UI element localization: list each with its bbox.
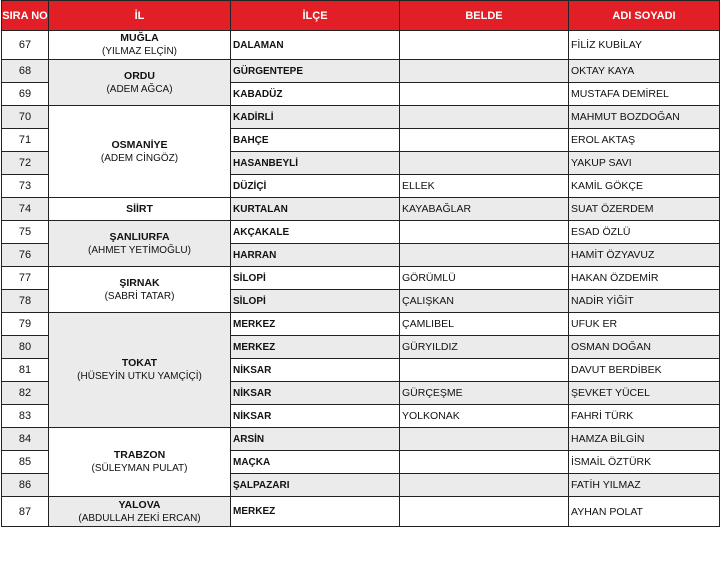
district-cell: NİKSAR [231,405,400,428]
town-cell [400,497,569,527]
province-cell-ordu [49,60,231,106]
town-cell [400,152,569,175]
town-cell [400,129,569,152]
table-row [2,106,720,129]
town-cell: ELLEK [400,175,569,198]
name-cell: AYHAN POLAT [569,497,720,527]
province-name: TOKAT [121,357,158,369]
header-belde: BELDE [400,1,569,31]
district-cell: MERKEZ [231,336,400,359]
name-cell: HAMİT ÖZYAVUZ [569,244,720,267]
district-cell: KADİRLİ [231,106,400,129]
district-cell: MERKEZ [231,313,400,336]
table-row [2,221,720,244]
district-cell: HARRAN [231,244,400,267]
province-representative: (ADEM CİNGÖZ) [100,152,179,164]
row-number: 78 [2,290,49,313]
town-cell [400,60,569,83]
table-row [2,428,720,451]
row-number: 85 [2,451,49,474]
province-cell-tokat [49,313,231,428]
header-adi-soyadi: ADI SOYADI [569,1,720,31]
town-cell: KAYABAĞLAR [400,198,569,221]
row-number: 77 [2,267,49,290]
province-cell-mugla [49,31,231,60]
town-cell [400,83,569,106]
province-cell-sirnak [49,267,231,313]
district-cell: HASANBEYLİ [231,152,400,175]
province-cell-siirt [49,198,231,221]
province-cell-yalova [49,497,231,527]
row-number: 67 [2,31,49,60]
row-number: 69 [2,83,49,106]
district-cell: AKÇAKALE [231,221,400,244]
name-cell: FİLİZ KUBİLAY [569,31,720,60]
name-cell: OKTAY KAYA [569,60,720,83]
province-cell-sanliurfa [49,221,231,267]
name-cell: FAHRİ TÜRK [569,405,720,428]
district-cell: SİLOPİ [231,267,400,290]
town-cell: GÜRYILDIZ [400,336,569,359]
province-name: TRABZON [113,449,166,461]
table-row [2,31,720,60]
row-number: 74 [2,198,49,221]
province-representative: (ABDULLAH ZEKİ ERCAN) [78,512,201,524]
town-cell [400,474,569,497]
header-ilce: İLÇE [231,1,400,31]
province-name: ŞANLIURFA [109,230,170,243]
town-cell: ÇAMLIBEL [400,313,569,336]
table-row [2,313,720,336]
row-number: 83 [2,405,49,428]
district-cell: ŞALPAZARI [231,474,400,497]
name-cell: FATİH YILMAZ [569,474,720,497]
row-number: 81 [2,359,49,382]
province-representative: (SABRİ TATAR) [104,290,175,302]
province-name: YALOVA [118,498,161,511]
province-name: SİİRT [126,203,153,215]
name-cell: OSMAN DOĞAN [569,336,720,359]
table-row [2,497,720,527]
name-cell: YAKUP SAVI [569,152,720,175]
district-cell: KURTALAN [231,198,400,221]
province-representative: (SÜLEYMAN PULAT) [91,463,188,474]
town-cell: GÖRÜMLÜ [400,267,569,290]
district-cell: SİLOPİ [231,290,400,313]
town-cell: ÇALIŞKAN [400,290,569,313]
district-cell: DÜZİÇİ [231,175,400,198]
header-sira-no: SIRA NO [2,1,49,31]
row-number: 72 [2,152,49,175]
province-name: OSMANİYE [111,138,168,151]
name-cell: EROL AKTAŞ [569,129,720,152]
name-cell: MAHMUT BOZDOĞAN [569,106,720,129]
town-cell [400,31,569,60]
province-name: ORDU [124,69,155,82]
province-name: MUĞLA [120,32,159,44]
name-cell: MUSTAFA DEMİREL [569,83,720,106]
name-cell: ESAD ÖZLÜ [569,221,720,244]
name-cell: İSMAİL ÖZTÜRK [569,451,720,474]
district-cell: NİKSAR [231,382,400,405]
province-representative: (YILMAZ ELÇİN) [101,46,177,57]
district-cell: KABADÜZ [231,83,400,106]
table-row [2,198,720,221]
province-name: ŞIRNAK [119,276,160,289]
row-number: 76 [2,244,49,267]
row-number: 75 [2,221,49,244]
name-cell: KAMİL GÖKÇE [569,175,720,198]
town-cell: YOLKONAK [400,405,569,428]
row-number: 71 [2,129,49,152]
row-number: 68 [2,60,49,83]
province-cell-trabzon [49,428,231,497]
province-representative: (AHMET YETİMOĞLU) [88,244,191,256]
province-representative: (ADEM AĞCA) [106,83,173,95]
town-cell: GÜRÇEŞME [400,382,569,405]
header-il: İL [49,1,231,31]
province-representative: (HÜSEYİN UTKU YAMÇİÇİ) [77,371,202,382]
town-cell [400,244,569,267]
town-cell [400,428,569,451]
town-cell [400,106,569,129]
name-cell: SUAT ÖZERDEM [569,198,720,221]
row-number: 84 [2,428,49,451]
province-cell-osmaniye [49,106,231,198]
name-cell: UFUK ER [569,313,720,336]
district-cell: GÜRGENTEPE [231,60,400,83]
town-cell [400,359,569,382]
district-cell: NİKSAR [231,359,400,382]
row-number: 80 [2,336,49,359]
district-cell: MAÇKA [231,451,400,474]
table-row [2,267,720,290]
header-row [2,1,720,31]
row-number: 73 [2,175,49,198]
mayor-list-table [1,0,720,527]
name-cell: HAKAN ÖZDEMİR [569,267,720,290]
district-cell: ARSİN [231,428,400,451]
district-cell: BAHÇE [231,129,400,152]
district-cell: DALAMAN [231,31,400,60]
row-number: 79 [2,313,49,336]
name-cell: HAMZA BİLGİN [569,428,720,451]
table-row [2,60,720,83]
row-number: 87 [2,497,49,527]
row-number: 70 [2,106,49,129]
district-cell: MERKEZ [231,497,400,527]
name-cell: DAVUT BERDİBEK [569,359,720,382]
name-cell: ŞEVKET YÜCEL [569,382,720,405]
name-cell: NADİR YİĞİT [569,290,720,313]
row-number: 82 [2,382,49,405]
town-cell [400,451,569,474]
row-number: 86 [2,474,49,497]
town-cell [400,221,569,244]
